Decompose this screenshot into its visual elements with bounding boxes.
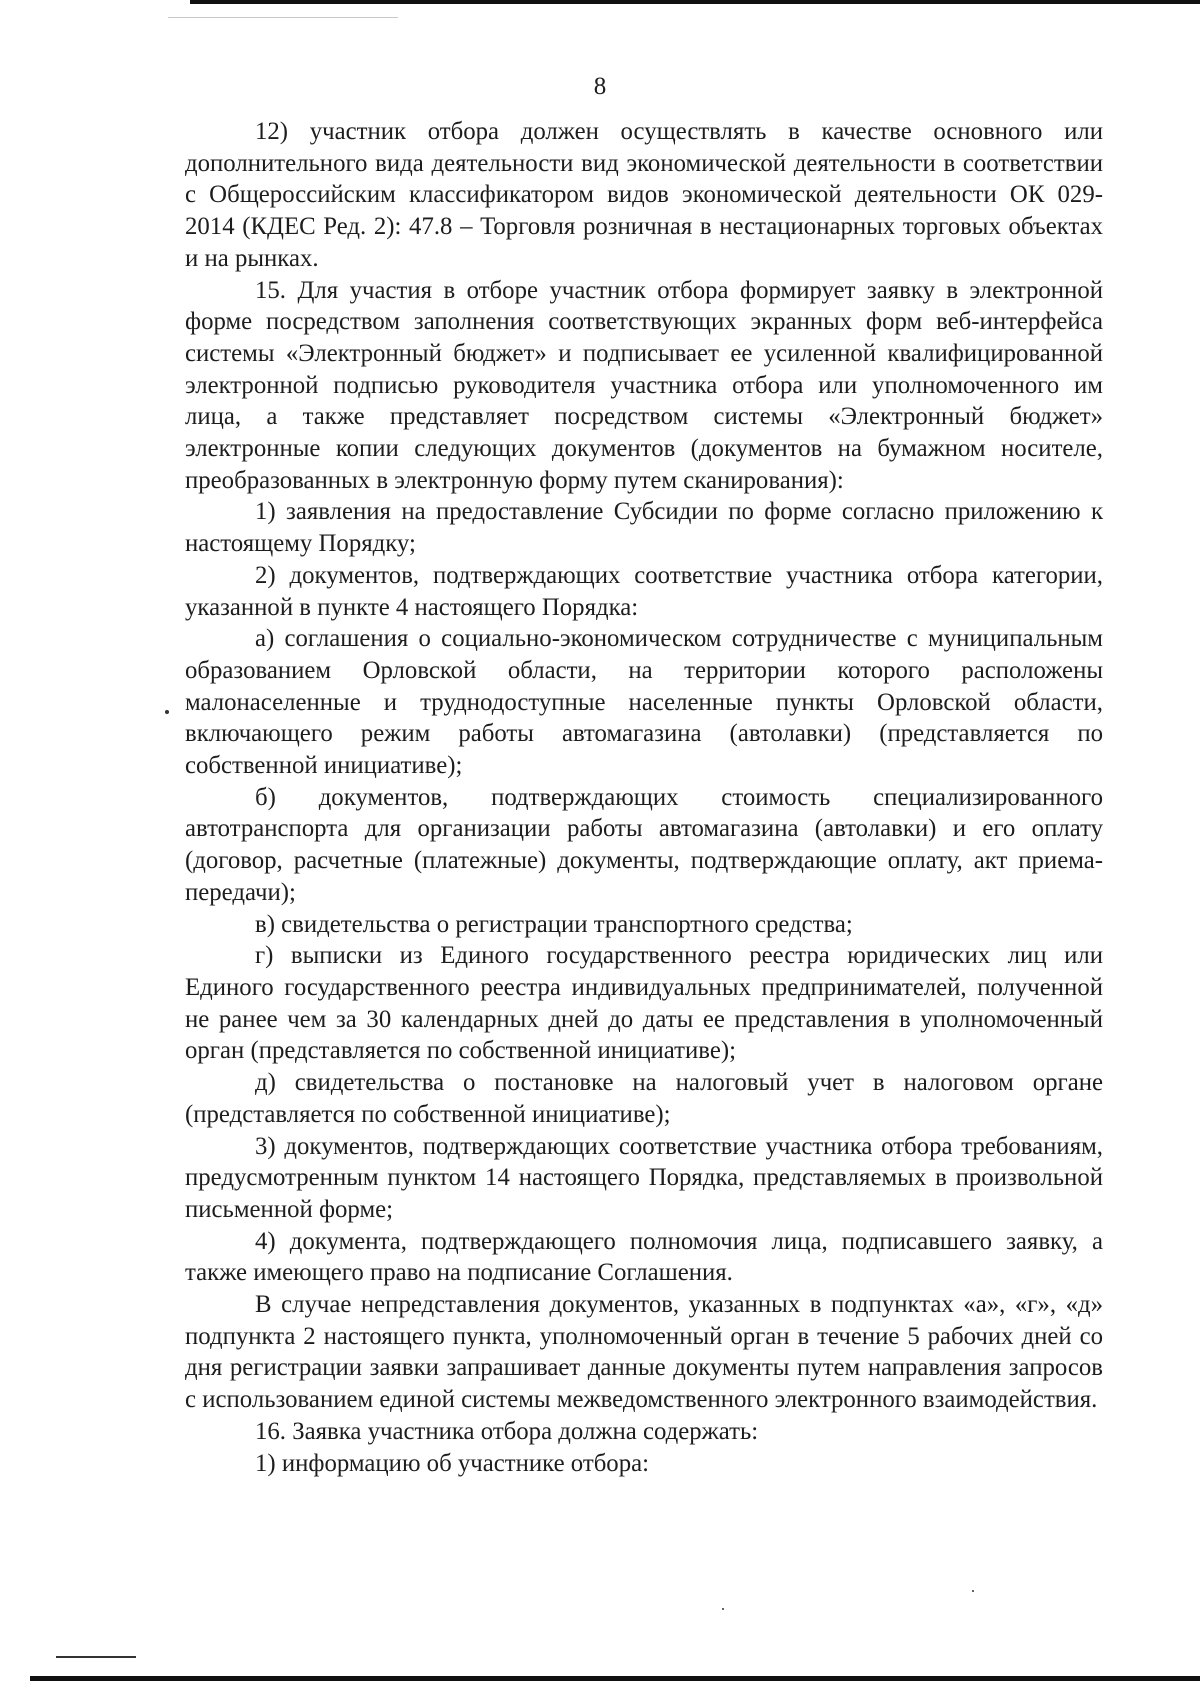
paragraph-16: 16. Заявка участника отбора должна содержать: (255, 1417, 759, 1445)
non-submission-paragraph: В случае непредставления документов, указанных в подпунктах «а», «г», «д» подпункта 2 настоящего пункта, уполномоченный орган в течение 5 рабочих дней со дня регистрации заявки запрашивает данные документы путем направления запросов с использованием единой системы межведомственного электронного взаимодействия. (185, 1291, 1103, 1414)
sub-item-a: а) соглашения о социально-экономическом сотрудничестве с муниципальным образованием Орловской области, на территории которого расположены малонаселенные и труднодоступные населенные пункты Орловской области, включающего режим работы автомагазина (автолавки) (представляется по собственной инициативе); (185, 625, 1103, 780)
scan-bottom-mark (56, 1656, 136, 1658)
paragraph-15: 15. Для участия в отборе участник отбора формирует заявку в электронной форме посредством заполнения соответствующих экранных форм веб-интерфейса системы «Электронный бюджет» и подписывает ее усиленной квалифицированной электронной подписью руководителя участника отбора или уполномоченного им лица, а также представляет посредством системы «Электронный бюджет» электронные копии следующих документов (документов на бумажном носителе, преобразованных в электронную форму путем сканирования): (185, 276, 1103, 494)
sub-item-d: д) свидетельства о постановке на налоговый учет в налоговом органе (представляется по собственной инициативе); (185, 1069, 1103, 1128)
sub-item-b: б) документов, подтверждающих стоимость специализированного автотранспорта для организации работы автомагазина (автолавки) и его оплату (договор, расчетные (платежные) документы, подтверждающие оплату, акт приема-передачи); (185, 783, 1103, 906)
scan-speck (722, 1608, 724, 1610)
list-item-1: 1) заявления на предоставление Субсидии по форме согласно приложению к настоящему Порядку; (185, 498, 1103, 558)
page-number: 8 (593, 73, 607, 100)
scan-margin-dot (165, 710, 169, 714)
list-item-3: 3) документов, подтверждающих соответствие участника отбора требованиям, предусмотренным пунктом 14 настоящего Порядка, представляемых в произвольной письменной форме; (185, 1132, 1103, 1223)
document-body (185, 116, 1103, 1479)
sub-item-v: в) свидетельства о регистрации транспортного средства; (255, 910, 853, 938)
sub-item-g: г) выписки из Единого государственного реестра юридических лиц или Единого государственного реестра индивидуальных предпринимателей, полученной не ранее чем за 30 календарных дней до даты ее представления в уполномоченный орган (представляется по собственной инициативе); (185, 942, 1103, 1065)
scan-top-border (190, 0, 1200, 4)
paragraph-12: 12) участник отбора должен осуществлять в качестве основного или дополнительного вида деятельности вид экономической деятельности в соответствии с Общероссийским классификатором видов экономической деятельности ОК 029-2014 (КДЕС Ред. 2): 47.8 – Торговля розничная в нестационарных торговых объектах и на рынках. (185, 118, 1103, 272)
list-item-2: 2) документов, подтверждающих соответствие участника отбора категории, указанной в пункте 4 настоящего Порядка: (185, 561, 1103, 621)
scan-speck (972, 1590, 974, 1592)
list-item-4: 4) документа, подтверждающего полномочия лица, подписавшего заявку, а также имеющего право на подписание Соглашения. (185, 1227, 1103, 1287)
paragraph-16-item-1: 1) информацию об участнике отбора: (255, 1449, 650, 1477)
scan-top-faint-line (168, 17, 398, 18)
scan-bottom-border (30, 1676, 1200, 1681)
